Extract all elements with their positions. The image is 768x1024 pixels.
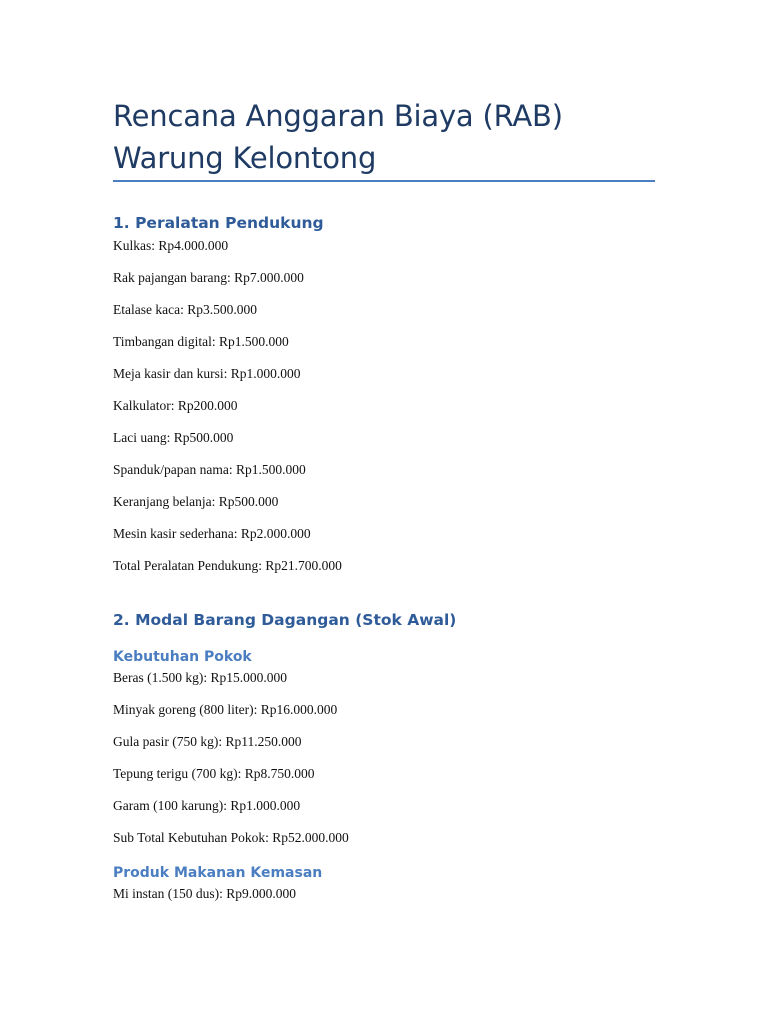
list-item: Beras (1.500 kg): Rp15.000.000: [113, 670, 287, 685]
title-underline: [113, 180, 655, 182]
subtotal-line: Sub Total Kebutuhan Pokok: Rp52.000.000: [113, 830, 349, 845]
list-item: Garam (100 karung): Rp1.000.000: [113, 798, 301, 813]
list-item: Etalase kaca: Rp3.500.000: [113, 302, 257, 317]
list-item: Spanduk/papan nama: Rp1.500.000: [113, 462, 306, 477]
subsection-heading-makanan-kemasan: Produk Makanan Kemasan: [113, 865, 323, 881]
section-heading-modal: 2. Modal Barang Dagangan (Stok Awal): [113, 611, 457, 629]
list-item: Tepung terigu (700 kg): Rp8.750.000: [113, 766, 315, 781]
list-item: Mi instan (150 dus): Rp9.000.000: [113, 886, 297, 901]
list-item: Mesin kasir sederhana: Rp2.000.000: [113, 526, 311, 541]
document-title: Rencana Anggaran Biaya (RAB) Warung Kelontong: [113, 99, 563, 175]
subsection-heading-kebutuhan-pokok: Kebutuhan Pokok: [113, 649, 252, 665]
list-item: Kalkulator: Rp200.000: [113, 398, 238, 413]
list-item: Kulkas: Rp4.000.000: [113, 238, 229, 253]
list-item: Timbangan digital: Rp1.500.000: [113, 334, 289, 349]
list-item: Meja kasir dan kursi: Rp1.000.000: [113, 366, 301, 381]
total-line: Total Peralatan Pendukung: Rp21.700.000: [113, 558, 342, 573]
list-item: Rak pajangan barang: Rp7.000.000: [113, 270, 304, 285]
list-item: Minyak goreng (800 liter): Rp16.000.000: [113, 702, 338, 717]
section-heading-peralatan: 1. Peralatan Pendukung: [113, 214, 324, 232]
list-item: Keranjang belanja: Rp500.000: [113, 494, 279, 509]
list-item: Laci uang: Rp500.000: [113, 430, 234, 445]
list-item: Gula pasir (750 kg): Rp11.250.000: [113, 734, 302, 749]
